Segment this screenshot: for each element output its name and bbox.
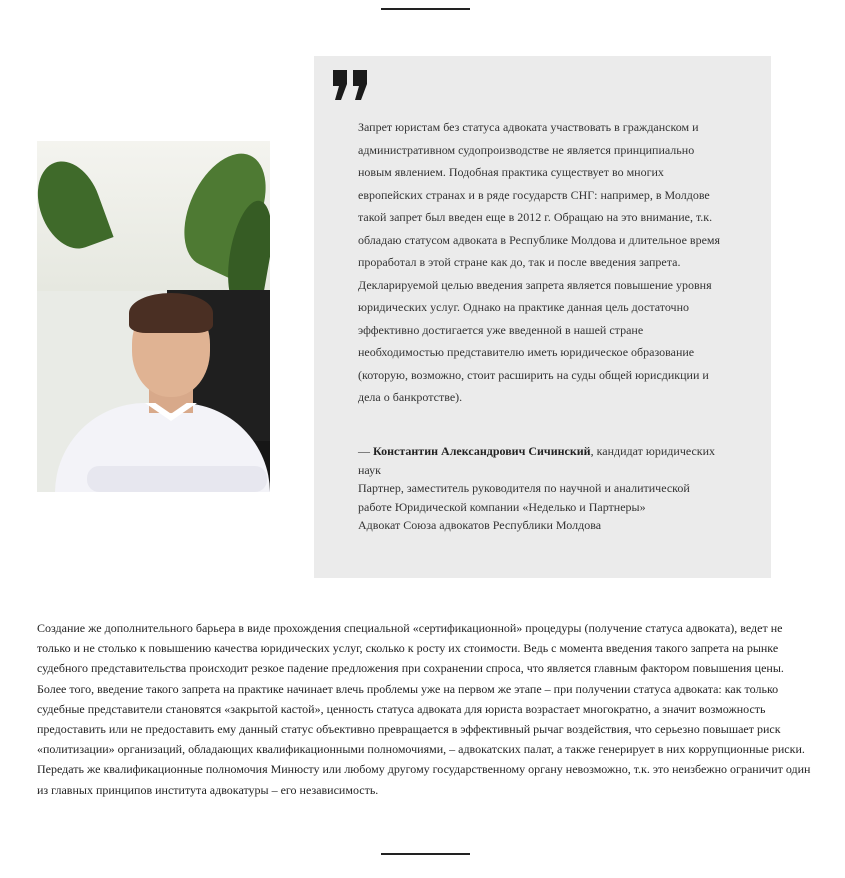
top-divider	[381, 8, 470, 10]
quote-mark-icon	[331, 70, 371, 100]
author-name: Константин Александрович Сичинский	[373, 444, 591, 458]
article-body	[37, 618, 817, 800]
bottom-divider	[381, 853, 470, 855]
author-portrait-photo	[37, 141, 270, 492]
quote-attribution	[358, 442, 718, 535]
author-title: , кандидат юридических наук	[358, 444, 716, 477]
quote-paragraph: Запрет юристам без статуса адвоката участвовать в гражданском и административном судопроизводстве не является принципиально новым явлением. Подобная практика существует во многих европейских странах и в ряде государств СНГ: например, в Молдове такой запрет был введен еще в 2012 г. Обращаю на это внимание, т.к. обладаю статусом адвоката в Республике Молдова и длительное время проработал в этой стране как до, так и после введения запрета.	[358, 120, 721, 269]
author-role: Партнер, заместитель руководителя по научной и аналитической работе Юридической компании «Неделько и Партнеры»	[358, 481, 690, 514]
body-paragraph: Передать же квалификационные полномочия Минюсту или любому другому государственному органу невозможно, т.к. это неизбежно ограничит один из главных принципов института адвокатуры – его независимость.	[37, 762, 811, 797]
body-paragraph: Более того, введение такого запрета на практике начинает влечь проблемы уже на первом же этапе – при получении статуса адвоката: как только судебные представители становятся «закрытой кастой», ценность статуса адвоката для юриста возрастает многократно, а значит возможность предоставить или не предоставить ему данный статус объективно превращается в эффективный рычаг воздействия, что серьезно повышает риск «политизации» организаций, обладающих квалификационными полномочиями, – адвокатских палат, а также генерирует в них коррупционные риски.	[37, 681, 805, 757]
quote-text	[358, 116, 728, 409]
author-membership: Адвокат Союза адвокатов Республики Молдова	[358, 518, 602, 532]
author-dash: —	[358, 444, 373, 458]
quote-paragraph: Декларируемой целью введения запрета является повышение уровня юридических услуг. Однако на практике данная цель достаточно эффективно достигается уже введенной в нашей стране необходимостью представителю иметь юридическое образование (которую, возможно, стоит расширить на суды общей юрисдикции и дела о банкротстве).	[358, 277, 712, 404]
quote-box	[314, 56, 771, 578]
author-line	[358, 442, 718, 479]
body-paragraph: Создание же дополнительного барьера в виде прохождения специальной «сертификационной» процедуры (получение статуса адвоката), ведет не только и не столько к повышению качества юридических услуг, сколько к росту их стоимости. Ведь с момента введения такого запрета на рынке судебного представительства происходит резкое падение предложения при сохранении спроса, что является главным фактором повышения цены.	[37, 621, 784, 676]
